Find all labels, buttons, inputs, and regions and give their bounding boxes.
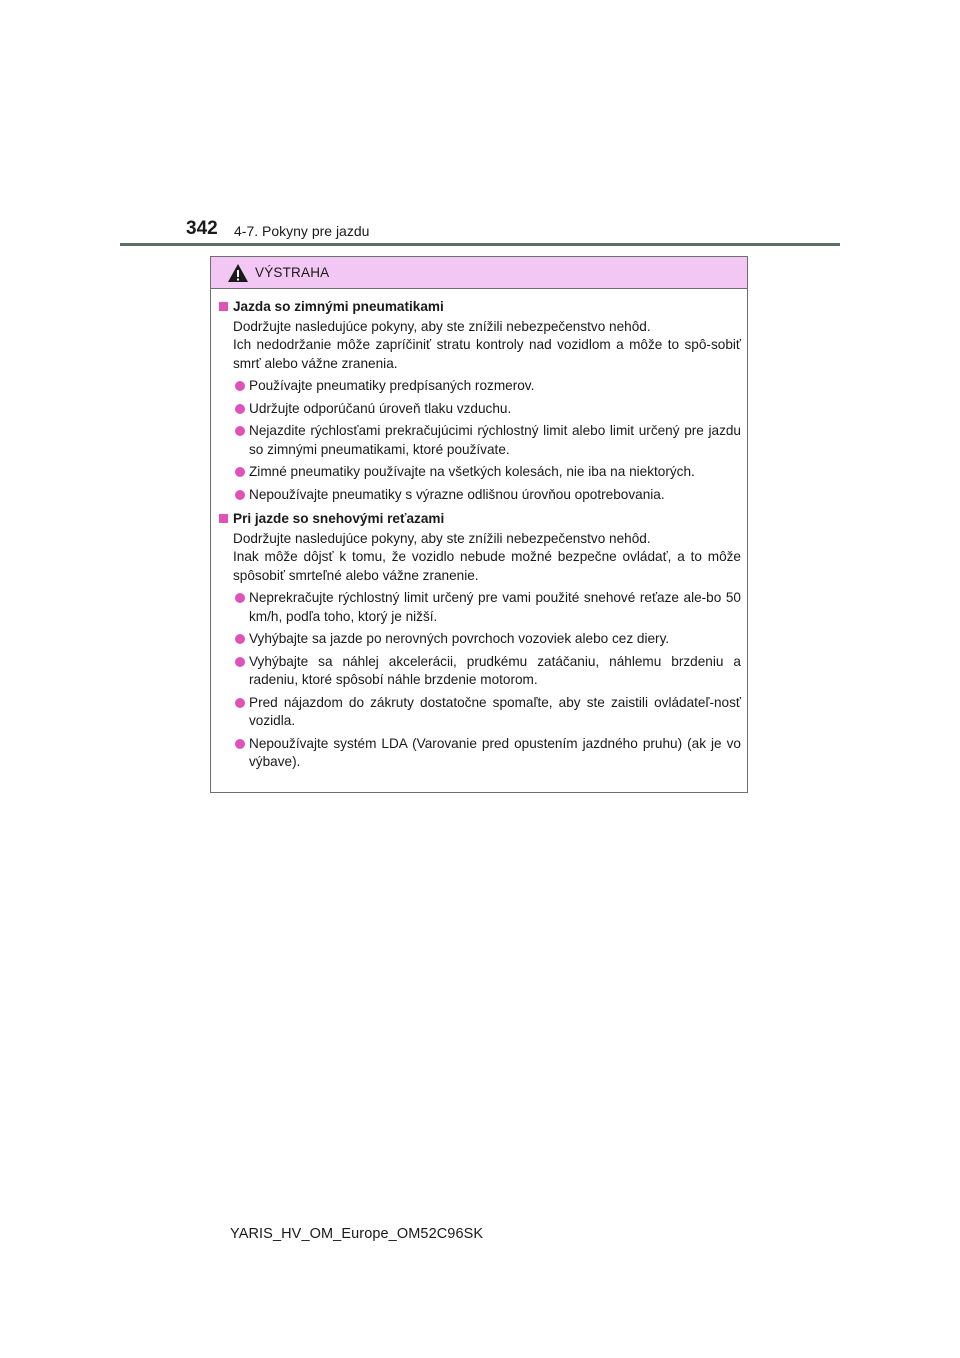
list-item (219, 400, 741, 419)
list-item-text: Nepoužívajte pneumatiky s výrazne odlišnou úrovňou opotrebovania. (249, 486, 665, 502)
round-bullet-icon (235, 593, 245, 603)
list-item-text: Zimné pneumatiky používajte na všetkých kolesách, nie iba na niektorých. (249, 464, 695, 479)
round-bullet-icon (235, 739, 245, 749)
round-bullet-icon (235, 634, 245, 644)
section-heading-winter-tyres (219, 298, 741, 317)
list-item-text: Nepoužívajte systém LDA (Varovanie pred opustením jazdného pruhu) (ak je vo výbave). (249, 735, 741, 769)
list-item (219, 735, 741, 772)
list-item-text: Vyhýbajte sa jazde po nerovných povrchoch vozoviek alebo cez diery. (249, 631, 670, 646)
warning-header (211, 257, 747, 289)
section-intro (219, 530, 741, 586)
intro-line: Dodržujte nasledujúce pokyny, aby ste znížili nebezpečenstvo nehôd. (233, 530, 651, 546)
list-item-text: Udržujte odporúčanú úroveň tlaku vzduchu. (249, 400, 512, 416)
section-title: 4-7. Pokyny pre jazdu (234, 223, 370, 239)
list-item (219, 486, 741, 505)
list-item (219, 589, 741, 626)
round-bullet-icon (235, 404, 245, 414)
list-item (219, 694, 741, 731)
list-item (219, 653, 741, 690)
section-heading-text: Pri jazde so snehovými reťazami (233, 511, 445, 526)
square-bullet-icon (219, 302, 228, 311)
list-item (219, 463, 741, 482)
section-heading-text: Jazda so zimnými pneumatikami (233, 299, 444, 314)
list-item (219, 422, 741, 459)
round-bullet-icon (235, 467, 245, 477)
round-bullet-icon (235, 426, 245, 436)
document-code: YARIS_HV_OM_Europe_OM52C96SK (230, 1226, 484, 1242)
warning-label: VÝSTRAHA (255, 265, 330, 280)
section-intro (219, 318, 741, 374)
bullet-list (219, 589, 741, 772)
list-item (219, 377, 741, 396)
list-item-text: Nejazdite rýchlosťami prekračujúcimi rýchlostný limit alebo limit určený pre jazdu so zimnými pneumatikami, ktoré používate. (249, 423, 741, 457)
list-item-text: Pred nájazdom do zákruty dostatočne spomaľte, aby ste zaistili ovládateľ-nosť vozidla. (249, 694, 741, 728)
intro-line: Dodržujte nasledujúce pokyny, aby ste znížili nebezpečenstvo nehôd. (233, 318, 651, 334)
square-bullet-icon (219, 514, 228, 523)
warning-triangle-icon (227, 263, 249, 283)
list-item (219, 630, 741, 649)
page-header (0, 0, 960, 250)
list-item-text: Vyhýbajte sa náhlej akcelerácii, prudkému zatáčaniu, náhlemu brzdeniu a radeniu, ktoré spôsobí náhle brzdenie motorom. (249, 653, 741, 687)
bullet-list (219, 377, 741, 504)
round-bullet-icon (235, 381, 245, 391)
page-number: 342 (186, 218, 218, 239)
list-item-text: Neprekračujte rýchlostný limit určený pre vami použité snehové reťaze ale-bo 50 km/h, podľa toho, ktorý je nižší. (249, 590, 741, 624)
header-rule (120, 243, 840, 246)
round-bullet-icon (235, 490, 245, 500)
list-item-text: Používajte pneumatiky predpísaných rozmerov. (249, 378, 535, 393)
warning-box (210, 256, 748, 793)
section-heading-snow-chains (219, 510, 741, 529)
intro-line: Inak môže dôjsť k tomu, že vozidlo nebude možné bezpečne ovládať, a to môže spôsobiť smrteľné alebo vážne zranenie. (233, 549, 741, 583)
intro-line: Ich nedodržanie môže zapríčiniť stratu kontroly nad vozidlom a môže to spô-sobiť smrť alebo vážne zranenia. (233, 337, 741, 371)
round-bullet-icon (235, 698, 245, 708)
warning-body (211, 289, 747, 792)
round-bullet-icon (235, 657, 245, 667)
